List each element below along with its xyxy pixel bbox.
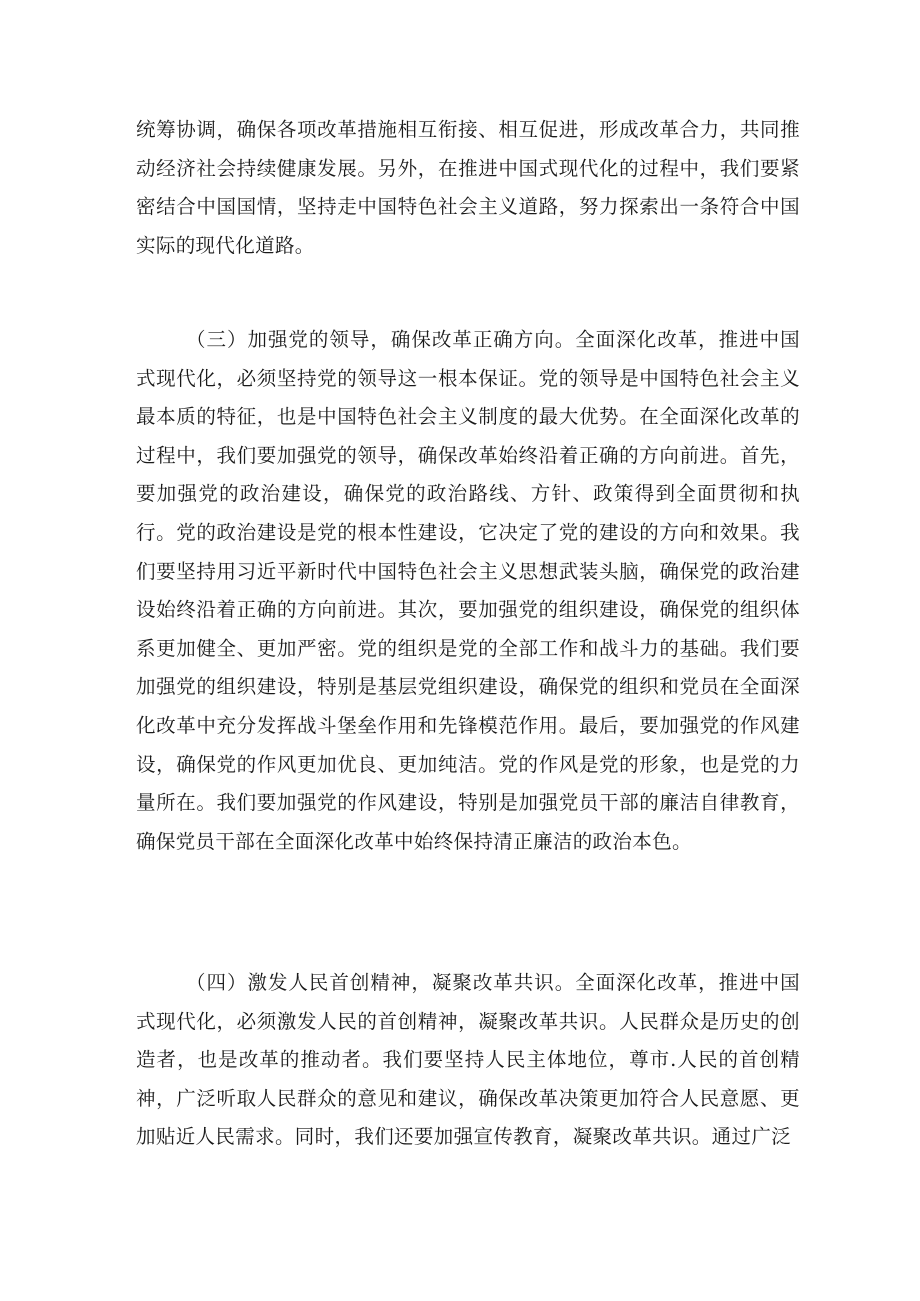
paragraph-section-three: （三）加强党的领导，确保改革正确方向。全面深化改革，推进中国式现代化，必须坚持党的领导这一根本保证。党的领导是中国特色社会主义最本质的特征，也是中国特色社会主义制度的最大优势。在全面深化改革的过程中，我们要加强党的领导，确保改革始终沿着正确的方向前进。首先，要加强党的政治建设，确保党的政治路线、方针、政策得到全面贯彻和执行。党的政治建设是党的根本性建设，它决定了党的建设的方向和效果。我们要坚持用习近平新时代中国特色社会主义思想武装头脑，确保党的政治建设始终沿着正确的方向前进。其次，要加强党的组织建设，确保党的组织体系更加健全、更加严密。党的组织是党的全部工作和战斗力的基础。我们要加强党的组织建设，特别是基层党组织建设，确保党的组织和党员在全面深化改革中充分发挥战斗堡垒作用和先锋模范作用。最后，要加强党的作风建设，确保党的作风更加优良、更加纯洁。党的作风是党的形象，也是党的力量所在。我们要加强党的作风建设，特别是加强党员干部的廉洁自律教育，确保党员干部在全面深化改革中始终保持清正廉洁的政治本色。	[136, 328, 800, 853]
paragraph-section-four: （四）激发人民首创精神，凝聚改革共识。全面深化改革，推进中国式现代化，必须激发人民的首创精神，凝聚改革共识。人民群众是历史的创造者，也是改革的推动者。我们要坚持人民主体地位，尊市.人民的首创精神，广泛听取人民群众的意见和建议，确保改革决策更加符合人民意愿、更加贴近人民需求。同时，我们还要加强宣传教育，凝聚改革共识。通过广泛	[136, 971, 800, 1149]
paragraph-continuation: 统筹协调，确保各项改革措施相互衔接、相互促进，形成改革合力，共同推动经济社会持续健康发展。另外，在推进中国式现代化的过程中，我们要紧密结合中国国情，坚持走中国特色社会主义道路，努力探索出一条符合中国实际的现代化道路。	[136, 118, 800, 257]
